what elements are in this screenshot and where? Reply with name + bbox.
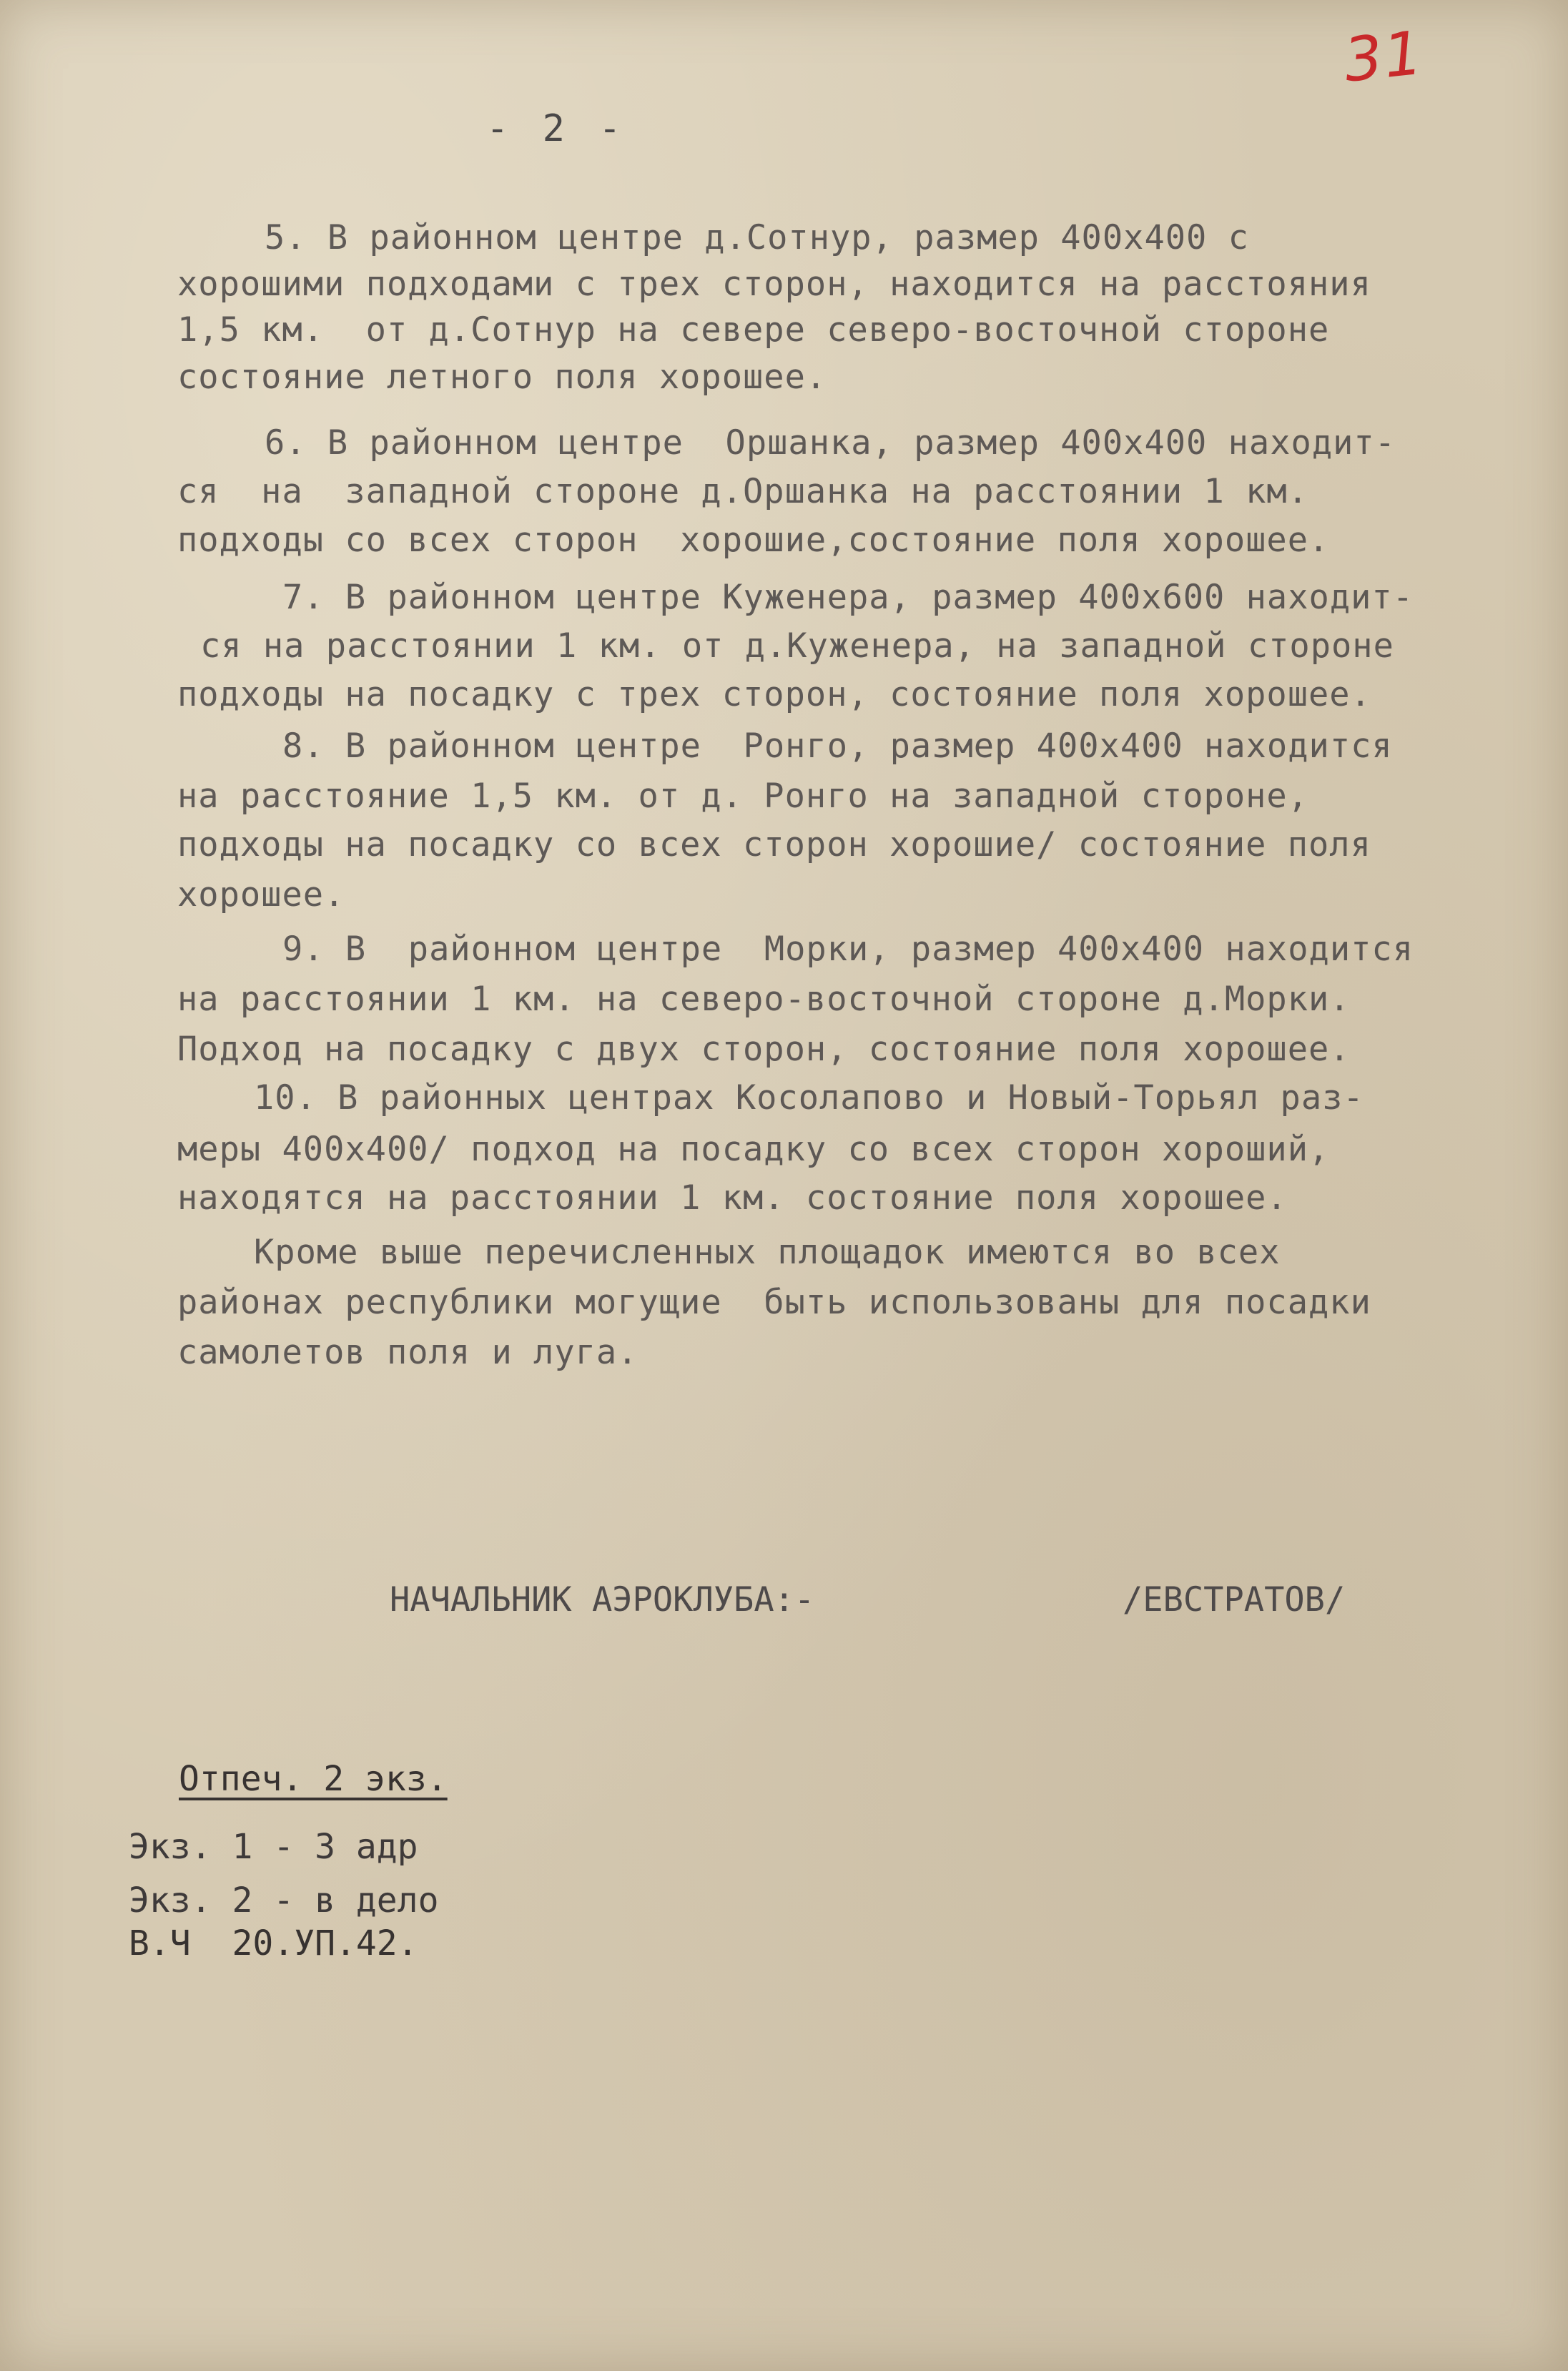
- copy-2-note: Экз. 2 - в дело: [129, 1880, 439, 1921]
- text-line: состояние летного поля хорошее.: [177, 358, 827, 397]
- text-line: 5. В районном центре д.Сотнур, размер 400х400 с: [265, 218, 1249, 257]
- text-line: находятся на расстоянии 1 км. состояние поля хорошее.: [177, 1178, 1288, 1218]
- text-line: хорошими подходами с трех сторон, находится на расстояния: [177, 265, 1371, 304]
- text-line: ся на расстоянии 1 км. от д.Куженера, на западной стороне: [200, 626, 1394, 666]
- typist-date-note: В.Ч 20.УП.42.: [129, 1923, 418, 1963]
- copy-1-note: Экз. 1 - 3 адр: [129, 1827, 418, 1867]
- text-line: ся на западной стороне д.Оршанка на расстоянии 1 км.: [177, 472, 1309, 511]
- text-line: 6. В районном центре Оршанка, размер 400х400 находит-: [265, 423, 1396, 463]
- text-line: Подход на посадку с двух сторон, состояние поля хорошее.: [177, 1030, 1351, 1069]
- signatory-name: /ЕВСТРАТОВ/: [1123, 1580, 1346, 1620]
- text-line: подходы со всех сторон хорошие,состояние поля хорошее.: [177, 521, 1330, 560]
- text-line: 8. В районном центре Ронго, размер 400х400 находится: [282, 726, 1393, 766]
- text-line: 10. В районных центрах Косолапово и Новый-Торьял раз-: [254, 1078, 1364, 1118]
- signatory-title: НАЧАЛЬНИК АЭРОКЛУБА:-: [390, 1580, 815, 1620]
- text-line: Кроме выше перечисленных площадок имеются во всех: [254, 1233, 1281, 1272]
- text-line: 9. В районном центре Морки, размер 400х400 находится: [282, 930, 1414, 969]
- text-line: самолетов поля и луга.: [177, 1333, 638, 1372]
- text-line: подходы на посадку со всех сторон хорошие/ состояние поля: [177, 825, 1371, 864]
- text-line: хорошее.: [177, 875, 345, 915]
- page-number: - 2 -: [486, 107, 627, 150]
- text-line: подходы на посадку с трех сторон, состояние поля хорошее.: [177, 675, 1371, 714]
- printed-copies-note: Отпеч. 2 экз.: [179, 1759, 448, 1799]
- text-line: на расстоянии 1 км. на северо-восточной стороне д.Морки.: [177, 980, 1351, 1019]
- text-line: 1,5 км. от д.Сотнур на севере северо-восточной стороне: [177, 310, 1330, 350]
- text-line: на расстояние 1,5 км. от д. Ронго на западной стороне,: [177, 777, 1309, 816]
- text-line: меры 400х400/ подход на посадку со всех сторон хороший,: [177, 1130, 1330, 1169]
- text-line: 7. В районном центре Куженера, размер 400х600 находит-: [282, 578, 1414, 617]
- archive-folio-number: 31: [1341, 17, 1427, 96]
- text-line: районах республики могущие быть использованы для посадки: [177, 1283, 1371, 1322]
